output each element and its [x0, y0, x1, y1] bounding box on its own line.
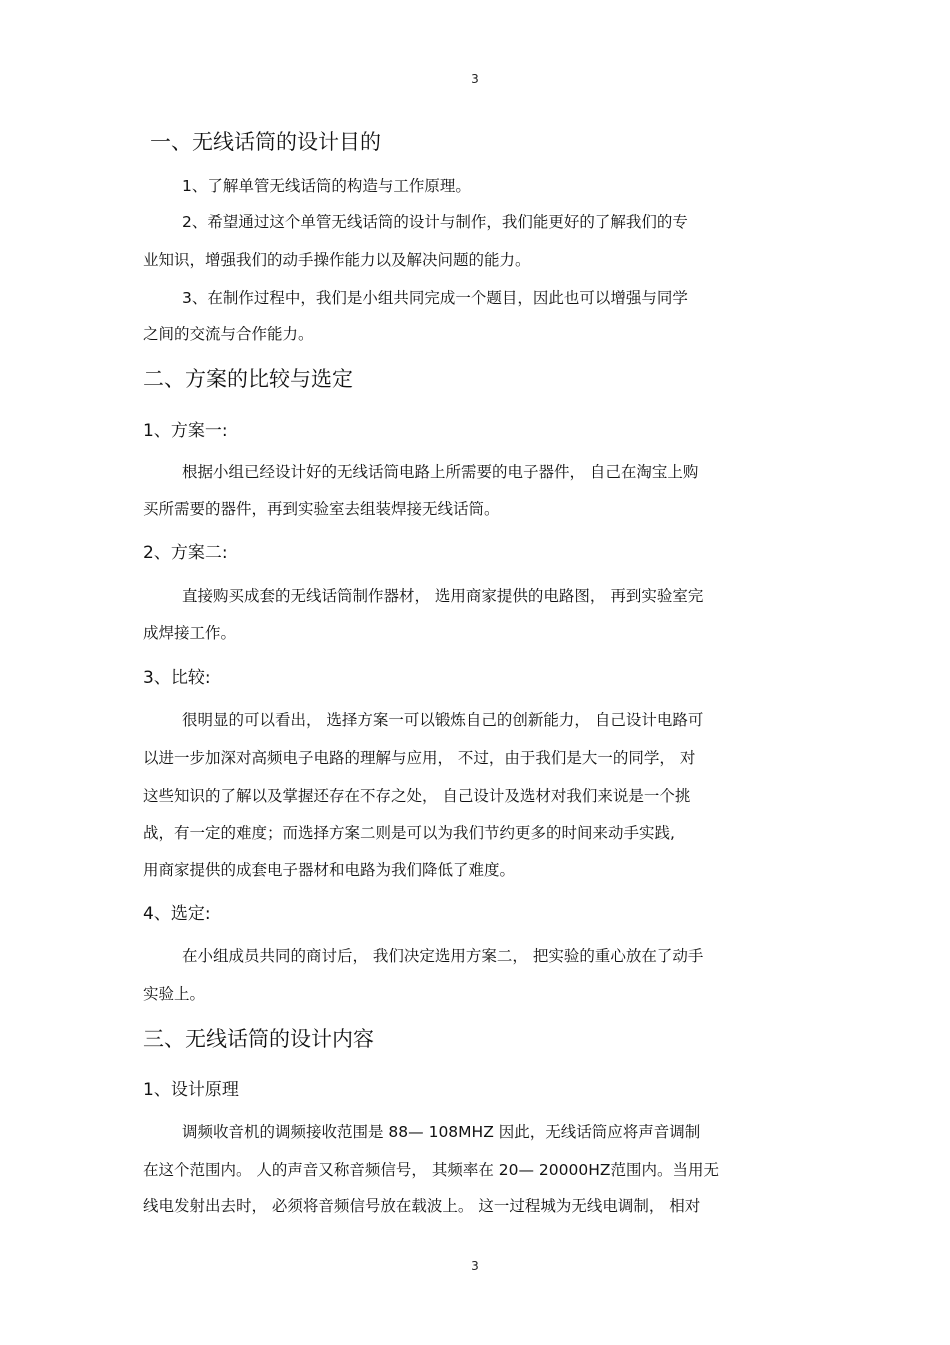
choice-line-1: 在小组成员共同的商讨后， 我们决定选用方案二， 把实验的重心放在了动手 — [182, 947, 704, 965]
section-3-title: 三、无线话筒的设计内容 — [143, 1027, 374, 1051]
principle-line-2: 在这个范围内。 人的声音又称音频信号， 其频率在 20— 20000HZ范围内。当用无 — [143, 1161, 720, 1179]
section-1-item-3-line-2: 之间的交流与合作能力。 — [143, 325, 314, 343]
plan-2-title: 2、方案二: — [143, 543, 228, 563]
plan-2-line-1: 直接购买成套的无线话筒制作器材， 选用商家提供的电路图， 再到实验室完 — [182, 587, 704, 605]
section-1-item-2-line-2: 业知识，增强我们的动手操作能力以及解决问题的能力。 — [143, 251, 531, 269]
section-2-title: 二、方案的比较与选定 — [143, 367, 353, 391]
principle-title: 1、设计原理 — [143, 1080, 239, 1100]
choice-line-2: 实验上。 — [143, 985, 206, 1003]
compare-line-4: 战，有一定的难度；而选择方案二则是可以为我们节约更多的时间来动手实践, — [143, 824, 675, 842]
plan-1-title: 1、方案一: — [143, 421, 228, 441]
principle-line-1: 调频收音机的调频接收范围是 88— 108MHZ 因此，无线话筒应将声音调制 — [182, 1123, 701, 1141]
section-1-item-1: 1、了解单管无线话筒的构造与工作原理。 — [182, 177, 471, 195]
plan-1-line-1: 根据小组已经设计好的无线话筒电路上所需要的电子器件， 自己在淘宝上购 — [182, 463, 699, 481]
compare-title: 3、比较: — [143, 668, 211, 688]
plan-1-line-2: 买所需要的器件，再到实验室去组装焊接无线话筒。 — [143, 500, 500, 518]
choice-title: 4、选定: — [143, 904, 211, 924]
section-1-item-3-line-1: 3、在制作过程中，我们是小组共同完成一个题目，因此也可以增强与同学 — [182, 289, 688, 307]
compare-line-2: 以进一步加深对高频电子电路的理解与应用， 不过，由于我们是大一的同学， 对 — [143, 749, 696, 767]
compare-line-1: 很明显的可以看出， 选择方案一可以锻炼自己的创新能力， 自己设计电路可 — [182, 711, 704, 729]
principle-line-3: 线电发射出去时， 必须将音频信号放在载波上。 这一过程城为无线电调制， 相对 — [143, 1197, 701, 1215]
section-1-item-2-line-1: 2、希望通过这个单管无线话筒的设计与制作，我们能更好的了解我们的专 — [182, 213, 688, 231]
compare-line-3: 这些知识的了解以及掌握还存在不存之处， 自己设计及选材对我们来说是一个挑 — [143, 787, 691, 805]
page-number-top: 3 — [471, 72, 479, 86]
plan-2-line-2: 成焊接工作。 — [143, 624, 237, 642]
section-1-title: 一、无线话筒的设计目的 — [150, 130, 381, 154]
page-number-bottom: 3 — [471, 1259, 479, 1273]
compare-line-5: 用商家提供的成套电子器材和电路为我们降低了难度。 — [143, 861, 516, 879]
